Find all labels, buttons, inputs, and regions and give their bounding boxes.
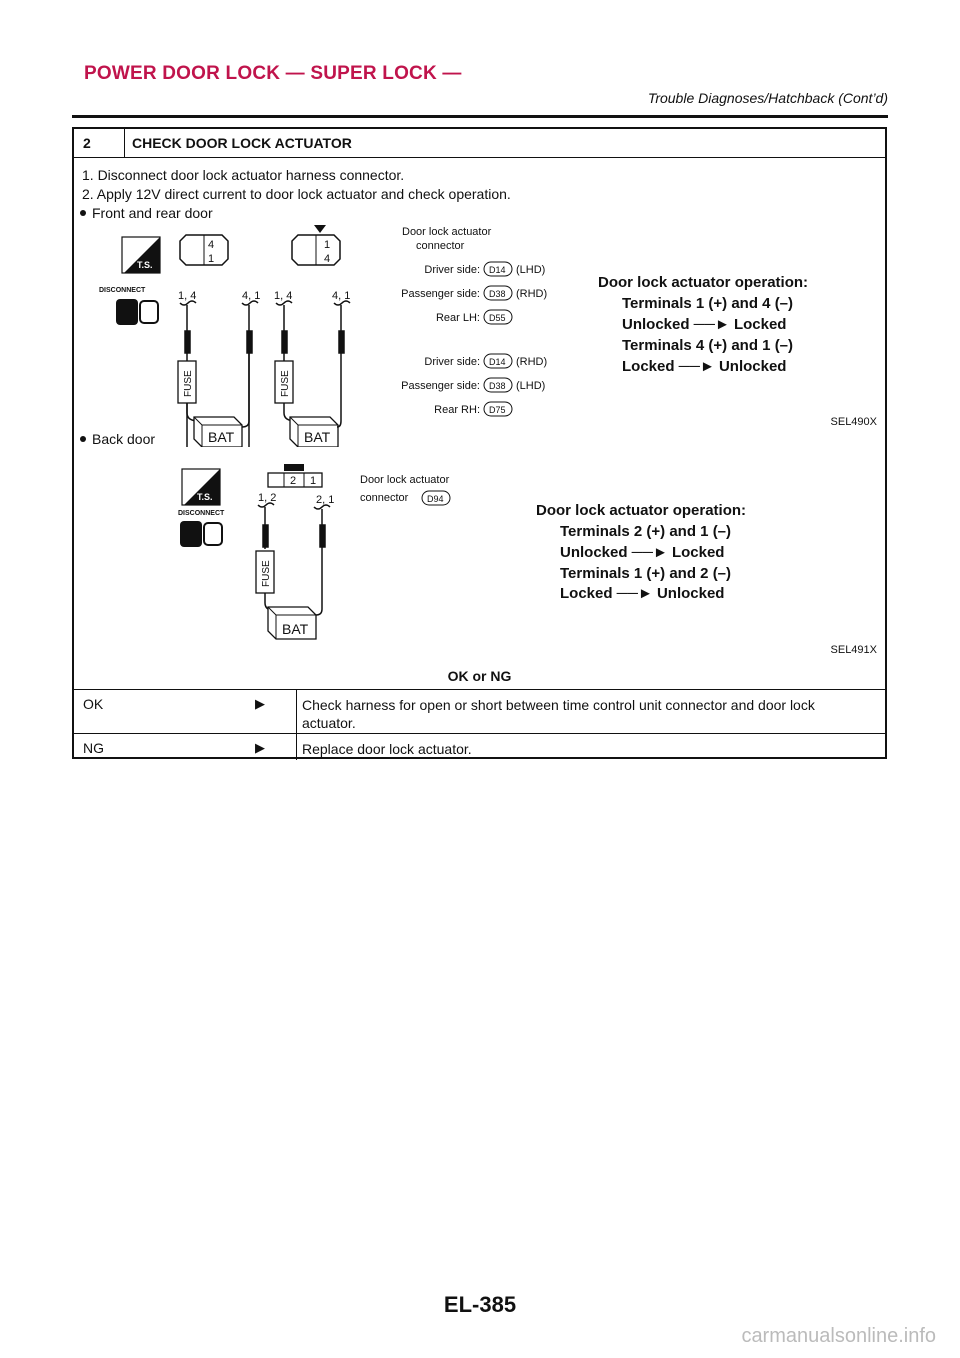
bullet-text: Front and rear door xyxy=(92,205,213,221)
figure-code: SEL490X xyxy=(830,416,877,428)
diagnosis-step-box xyxy=(72,127,887,759)
svg-text:T.S.: T.S. xyxy=(197,492,213,502)
fuse-icon xyxy=(256,551,274,593)
result-action: Check harness for open or short between time control unit connector and door lock actuator. xyxy=(302,697,815,731)
svg-text:(RHD): (RHD) xyxy=(516,356,548,368)
svg-text:FUSE: FUSE xyxy=(261,560,272,587)
svg-text:Driver side:: Driver side: xyxy=(424,356,480,368)
svg-text:D14: D14 xyxy=(489,357,506,367)
operation-transition: Unlocked ──► Locked xyxy=(560,544,725,561)
connector-label: connector xyxy=(360,492,409,504)
result-row-ok xyxy=(74,689,885,734)
result-label: OK xyxy=(83,696,104,712)
svg-text:(RHD): (RHD) xyxy=(516,288,548,300)
divider xyxy=(296,734,297,760)
lead-label: 1, 4 xyxy=(178,290,197,302)
bullet-dot-icon xyxy=(80,210,86,216)
bullet-back-door xyxy=(78,431,155,447)
lead-label: 4, 1 xyxy=(242,290,261,302)
svg-text:T.S.: T.S. xyxy=(137,260,153,270)
page-number: EL-385 xyxy=(443,1292,517,1317)
fuse-icon xyxy=(178,361,196,403)
operation-line: Terminals 1 (+) and 2 (–) xyxy=(560,565,732,582)
instruction-2: 2. Apply 12V direct current to door lock actuator and check operation. xyxy=(82,186,511,202)
instruction-1: 1. Disconnect door lock actuator harness connector. xyxy=(82,167,405,183)
operation-line: Terminals 4 (+) and 1 (–) xyxy=(622,337,794,354)
svg-text:D55: D55 xyxy=(489,313,506,323)
disconnect-label: DISCONNECT xyxy=(99,287,146,294)
arrow-right-icon: ──► xyxy=(627,544,672,561)
svg-text:Rear RH:: Rear RH: xyxy=(434,404,480,416)
disconnect-label: DISCONNECT xyxy=(178,510,225,517)
connector-badge xyxy=(422,491,450,505)
operation-transition: Unlocked ──► Locked xyxy=(622,316,787,333)
svg-text:Rear LH:: Rear LH: xyxy=(435,312,480,324)
bullet-text: Back door xyxy=(92,431,156,447)
svg-text:2: 2 xyxy=(290,475,297,487)
connector-row xyxy=(436,310,512,324)
result-row-ng xyxy=(74,733,885,760)
arrow-right-icon: ──► xyxy=(612,585,657,602)
step-number: 2 xyxy=(83,135,91,151)
svg-text:FUSE: FUSE xyxy=(280,370,291,397)
connector-row xyxy=(424,354,547,368)
svg-text:D38: D38 xyxy=(489,381,506,391)
svg-text:1: 1 xyxy=(324,239,331,251)
front-rear-door-diagram xyxy=(94,221,884,447)
result-label: NG xyxy=(83,740,104,756)
arrow-right-icon: ──► xyxy=(674,358,719,375)
operation-transition: Locked ──► Unlocked xyxy=(560,585,725,602)
connector-row xyxy=(424,262,545,276)
connector-label: Door lock actuator xyxy=(360,474,450,486)
svg-text:Passenger side:: Passenger side: xyxy=(401,288,480,300)
connector-plug-icon xyxy=(116,299,158,325)
section-subtitle: Trouble Diagnoses/Hatchback (Cont’d) xyxy=(647,90,888,106)
arrow-right-icon: ▶ xyxy=(255,740,265,755)
fuse-icon xyxy=(275,361,293,403)
svg-text:BAT: BAT xyxy=(208,429,235,445)
figure-code: SEL491X xyxy=(830,644,877,656)
arrow-right-icon: ──► xyxy=(689,316,734,333)
watermark: carmanualsonline.info xyxy=(741,1325,936,1347)
lead-label: 2, 1 xyxy=(316,494,335,506)
svg-text:BAT: BAT xyxy=(304,429,331,445)
svg-text:Driver side:: Driver side: xyxy=(424,264,480,276)
svg-text:4: 4 xyxy=(324,253,331,265)
ok-or-ng-question: OK or NG xyxy=(447,668,512,684)
connector-row xyxy=(401,286,547,300)
bullet-dot-icon xyxy=(80,436,86,442)
lead-label: 1, 4 xyxy=(274,290,293,302)
connector-row xyxy=(401,378,545,392)
divider xyxy=(124,129,125,157)
step-title: CHECK DOOR LOCK ACTUATOR xyxy=(132,135,352,151)
lead-label: 4, 1 xyxy=(332,290,351,302)
svg-text:(LHD): (LHD) xyxy=(516,380,546,392)
svg-text:D38: D38 xyxy=(489,289,506,299)
svg-text:FUSE: FUSE xyxy=(183,370,194,397)
section-title: POWER DOOR LOCK — SUPER LOCK — xyxy=(84,63,462,84)
operation-title: Door lock actuator operation: xyxy=(536,502,747,519)
header-rule xyxy=(72,115,888,118)
step-header xyxy=(74,129,885,158)
svg-text:D75: D75 xyxy=(489,405,506,415)
bullet-front-rear xyxy=(78,205,213,221)
result-action: Replace door lock actuator. xyxy=(302,741,472,757)
connector-face xyxy=(268,464,322,487)
svg-text:D94: D94 xyxy=(427,494,444,504)
svg-text:D14: D14 xyxy=(489,265,506,275)
svg-text:(LHD): (LHD) xyxy=(516,264,546,276)
connector-face-right xyxy=(292,225,340,265)
svg-text:1: 1 xyxy=(208,253,215,265)
operation-line: Terminals 1 (+) and 4 (–) xyxy=(622,295,794,312)
ts-icon xyxy=(122,237,160,273)
connector-label: Door lock actuator xyxy=(402,226,492,238)
svg-text:Passenger side:: Passenger side: xyxy=(401,380,480,392)
svg-text:BAT: BAT xyxy=(282,621,309,637)
operation-transition: Locked ──► Unlocked xyxy=(622,358,787,375)
back-door-diagram xyxy=(164,459,864,659)
battery-icon xyxy=(265,593,322,639)
connector-plug-icon xyxy=(180,521,222,547)
connector-face-left xyxy=(180,235,228,265)
ts-icon xyxy=(182,469,220,505)
operation-line: Terminals 2 (+) and 1 (–) xyxy=(560,523,732,540)
svg-text:4: 4 xyxy=(208,239,215,251)
arrow-right-icon: ▶ xyxy=(255,696,265,711)
battery-icon xyxy=(284,403,341,447)
lead-label: 1, 2 xyxy=(258,492,277,504)
connector-row xyxy=(434,402,512,416)
svg-text:1: 1 xyxy=(310,475,317,487)
connector-label: connector xyxy=(416,240,465,252)
divider xyxy=(296,690,297,734)
operation-title: Door lock actuator operation: xyxy=(598,274,809,291)
